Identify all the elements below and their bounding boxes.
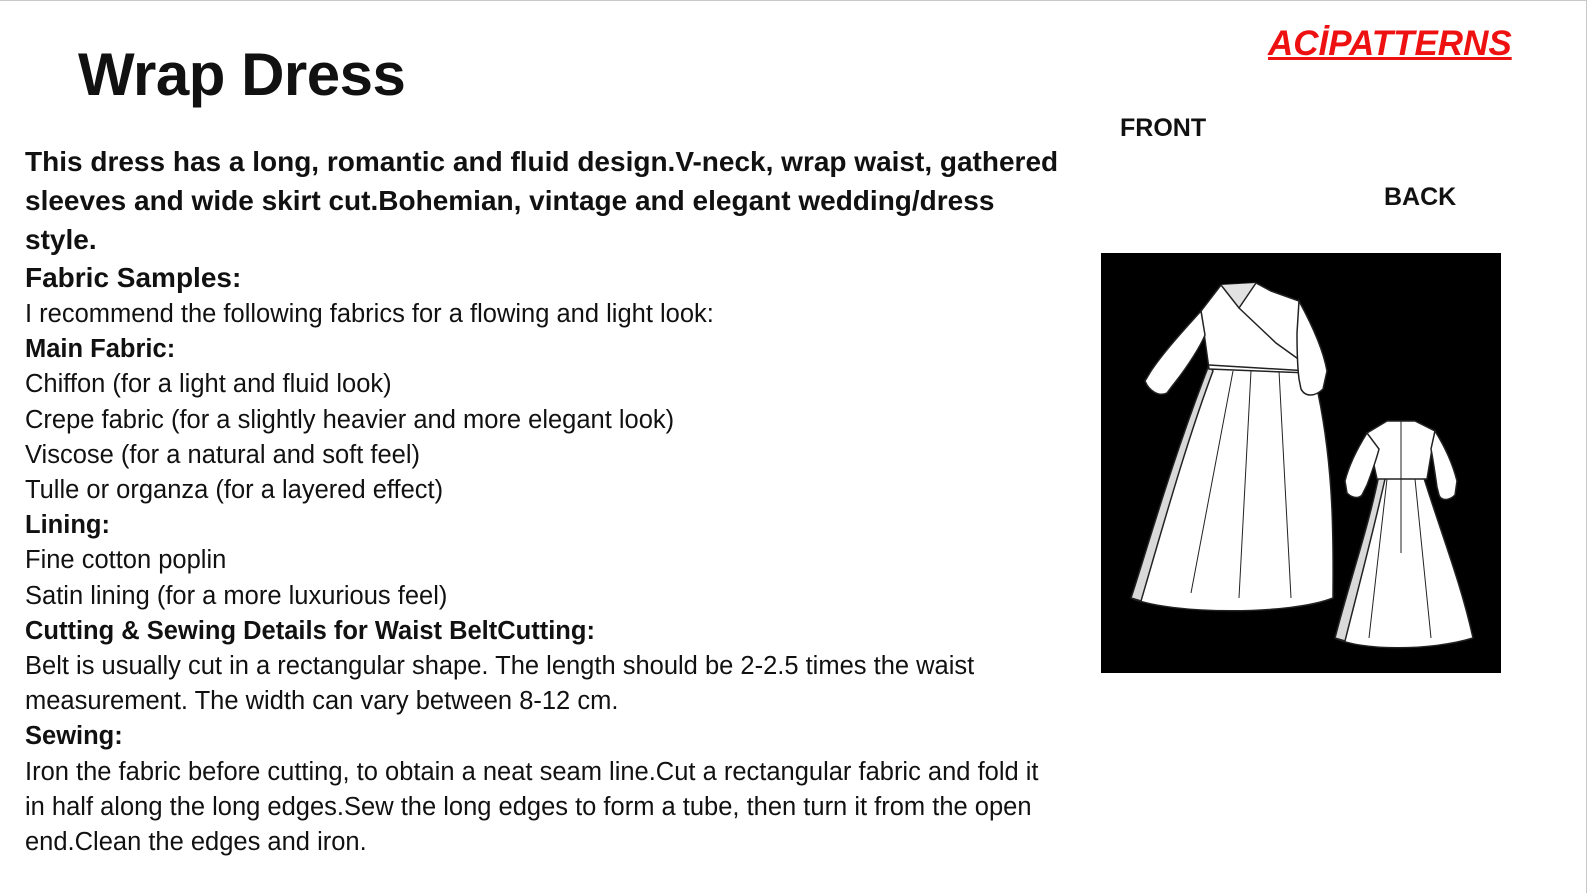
page-title: Wrap Dress [78, 41, 406, 108]
lining-item: Fine cotton poplin [25, 546, 227, 575]
cutting-heading: Cutting & Sewing Details for Waist BeltCutting: [25, 616, 595, 645]
back-label: BACK [1384, 183, 1457, 211]
dress-sketch-image [1101, 253, 1501, 673]
lining-heading: Lining: [25, 511, 110, 540]
cutting-text: Belt is usually cut in a rectangular shape. The length should be 2-2.5 times the waist measurement. The width can vary between 8-12 cm. [25, 652, 975, 716]
intro-paragraph: This dress has a long, romantic and fluid design.V-neck, wrap waist, gathered sleeves and wide skirt cut.Bohemian, vintage and elegant wedding/dress style. [25, 146, 1059, 255]
main-fabric-item: Chiffon (for a light and fluid look) [25, 370, 392, 399]
front-dress-sketch [1131, 283, 1333, 611]
lining-item: Satin lining (for a more luxurious feel) [25, 581, 448, 610]
main-fabric-item: Viscose (for a natural and soft feel) [25, 440, 420, 469]
main-fabric-item: Crepe fabric (for a slightly heavier and more elegant look) [25, 405, 675, 434]
main-fabric-item: Tulle or organza (for a layered effect) [25, 476, 444, 505]
front-label: FRONT [1120, 114, 1207, 142]
content-body [25, 142, 1065, 860]
sewing-heading: Sewing: [25, 722, 123, 751]
back-dress-sketch [1335, 421, 1473, 648]
fabric-samples-intro: I recommend the following fabrics for a flowing and light look: [25, 300, 714, 328]
fabric-samples-heading: Fabric Samples: [25, 262, 242, 293]
dress-sketch-svg [1101, 253, 1501, 673]
brand-logo-text: ACİPATTERNS [1268, 24, 1512, 63]
main-fabric-heading: Main Fabric: [25, 335, 176, 364]
sewing-text: Iron the fabric before cutting, to obtain a neat seam line.Cut a rectangular fabric and fold it in half along the long edges.Sew the long edges to form a tube, then turn it from the open end.Clean the edges and iron. [25, 757, 1039, 857]
